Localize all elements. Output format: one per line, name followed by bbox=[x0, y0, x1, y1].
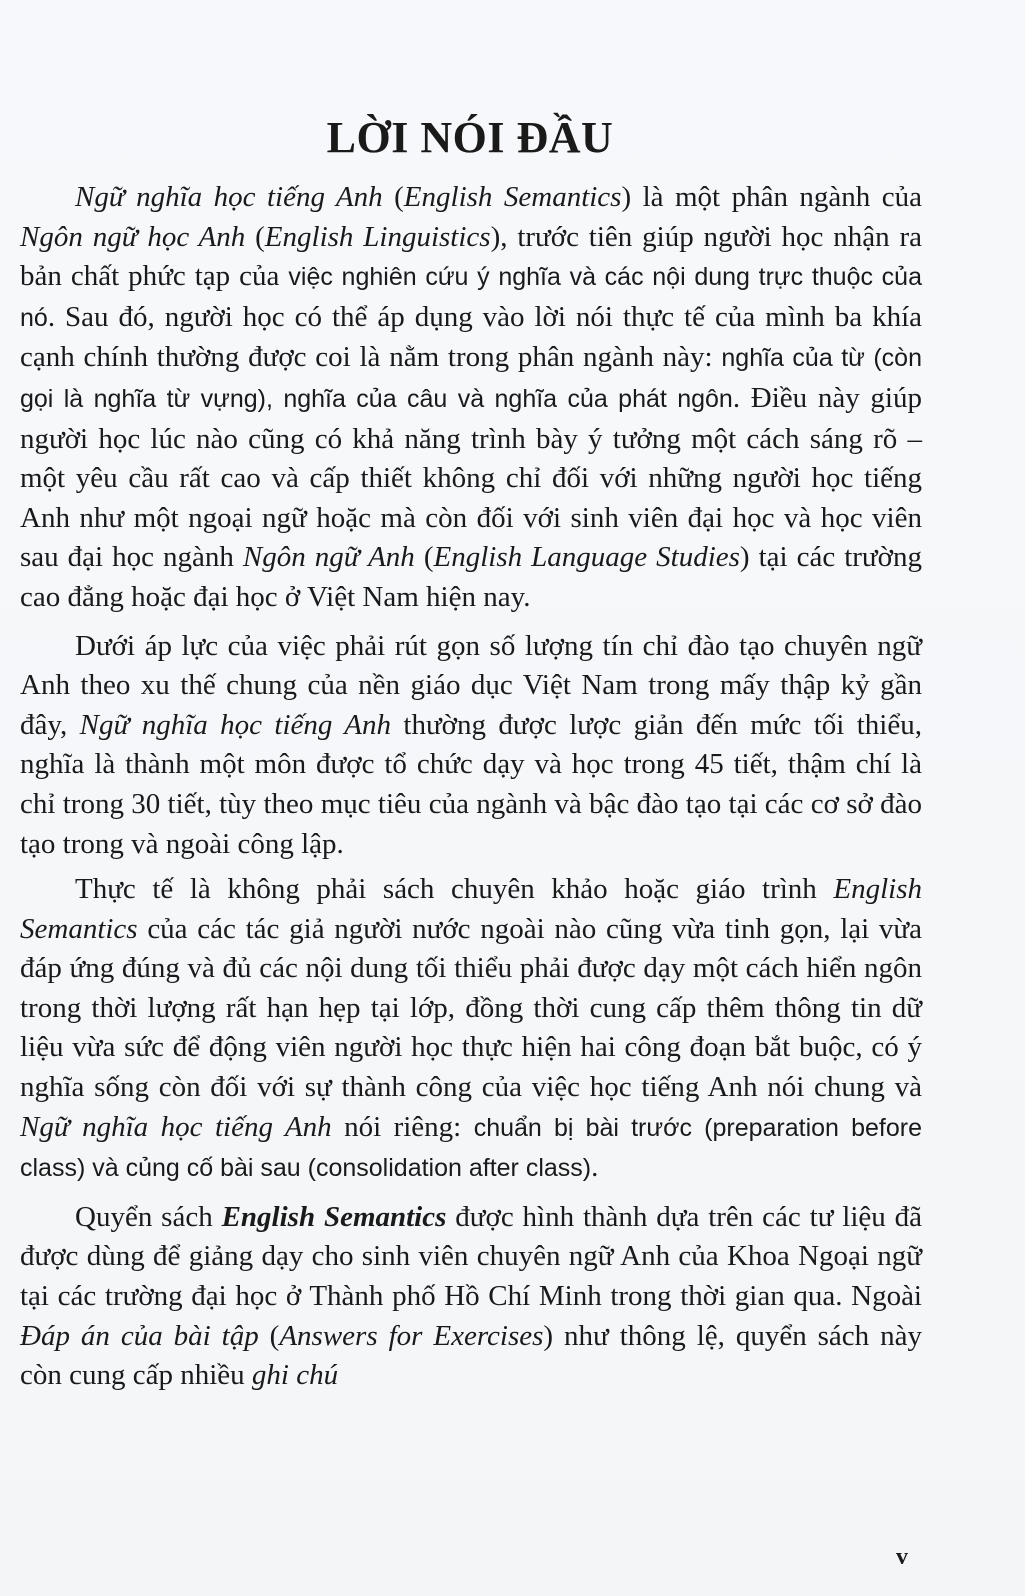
sans-text-run: nghĩa của từ (còn gọi là nghĩa từ vựng), nghĩa của câu và nghĩa của phát ngôn bbox=[20, 344, 922, 413]
italic-term: Đáp án của bài tập bbox=[20, 1319, 259, 1352]
text-run: thường được lược giản đến mức tối thiểu, nghĩa là thành một môn được tổ chức dạy và học trong 45 tiết, thậm chí là chỉ trong 30 tiết, tùy theo mục tiêu của ngành và bậc đào tạo tại các cơ sở đào tạo trong và ngoài công lập. bbox=[20, 708, 922, 860]
text-run: ) tại các trường cao đẳng hoặc đại học ở Việt Nam hiện nay. bbox=[20, 541, 922, 613]
italic-term: English Linguistics bbox=[264, 220, 491, 253]
text-run: Quyển sách bbox=[75, 1200, 222, 1233]
text-run: được hình thành dựa trên các tư liệu đã được dùng để giảng dạy cho sinh viên chuyên ngữ Anh của Khoa Ngoại ngữ tại các trường đại học ở Thành phố Hồ Chí Minh trong thời gian qua. Ngoài bbox=[20, 1200, 922, 1313]
paragraph-4 bbox=[20, 1198, 922, 1396]
preface-body bbox=[20, 178, 922, 1405]
paragraph-3 bbox=[20, 870, 922, 1189]
text-run: ( bbox=[414, 541, 434, 574]
text-run: ( bbox=[258, 1319, 280, 1352]
paragraph-2 bbox=[20, 627, 922, 865]
italic-term: Ngôn ngữ học Anh bbox=[20, 220, 246, 253]
text-run: ), trước tiên giúp người học nhận ra bản chất phức tạp của bbox=[20, 220, 922, 293]
text-run: . Sau đó, người học có thể áp dụng vào lời nói thực tế của mình ba khía cạnh chính thường được coi là nằm trong phân ngành này: bbox=[20, 300, 922, 374]
text-run: Thực tế là không phải sách chuyên khảo hoặc giáo trình bbox=[75, 873, 834, 906]
text-run: ( bbox=[382, 181, 404, 213]
italic-term: ghi chú bbox=[251, 1359, 339, 1392]
text-run: . Điều này giúp người học lúc nào cũng có khả năng trình bày ý tưởng một cách sáng rõ – một yêu cầu rất cao và cấp thiết không chỉ đối với những người học tiếng Anh như một ngoại ngữ hoặc mà còn đối với sinh viên đại học và học viên sau đại học ngành bbox=[20, 381, 922, 574]
sans-text-run: việc nghiên cứu ý nghĩa và các nội dung trực thuộc của nó bbox=[20, 263, 922, 332]
paragraph-1 bbox=[20, 178, 922, 618]
italic-term: Ngữ nghĩa học tiếng Anh bbox=[20, 1110, 332, 1143]
bold-italic-term: English Semantics bbox=[221, 1200, 447, 1233]
text-run: của các tác giả người nước ngoài nào cũng vừa tinh gọn, lại vừa đáp ứng đúng và đủ các nội dung tối thiểu phải được dạy một cách hiển ngôn trong thời lượng rất hạn hẹp tại lớp, đồng thời cung cấp thêm thông tin dữ liệu vừa sức để động viên người học thực hiện hai công đoạn bắt buộc, có ý nghĩa sống còn đối với sự thành công của việc học tiếng Anh nói chung và bbox=[20, 912, 922, 1104]
text-run: ) như thông lệ, quyển sách này còn cung cấp nhiều bbox=[20, 1319, 922, 1392]
text-run: ( bbox=[245, 220, 265, 253]
text-run: . bbox=[591, 1151, 599, 1184]
text-run: Dưới áp lực của việc phải rút gọn số lượng tín chỉ đào tạo chuyên ngữ Anh theo xu thế chung của nền giáo dục Việt Nam trong mấy thập kỷ gần đây, bbox=[20, 629, 922, 741]
italic-term: Ngữ nghĩa học tiếng Anh bbox=[79, 708, 391, 741]
italic-term: Answers for Exercises bbox=[279, 1319, 544, 1352]
italic-term: English Semantics bbox=[403, 181, 622, 213]
italic-term: Ngôn ngữ Anh bbox=[242, 541, 415, 574]
italic-term: English Semantics bbox=[20, 873, 922, 945]
italic-term: Ngữ nghĩa học tiếng Anh bbox=[75, 181, 383, 213]
text-run: ) là một phân ngành của bbox=[621, 181, 923, 213]
text-run: nói riêng: bbox=[331, 1110, 474, 1143]
italic-term: English Language Studies bbox=[433, 541, 740, 574]
page-title: LỜI NÓI ĐẦU bbox=[326, 113, 614, 162]
sans-text-run: chuẩn bị bài trước (preparation before class) và củng cố bài sau (consolidation after class) bbox=[20, 1113, 923, 1183]
page-number: v bbox=[896, 1544, 908, 1570]
